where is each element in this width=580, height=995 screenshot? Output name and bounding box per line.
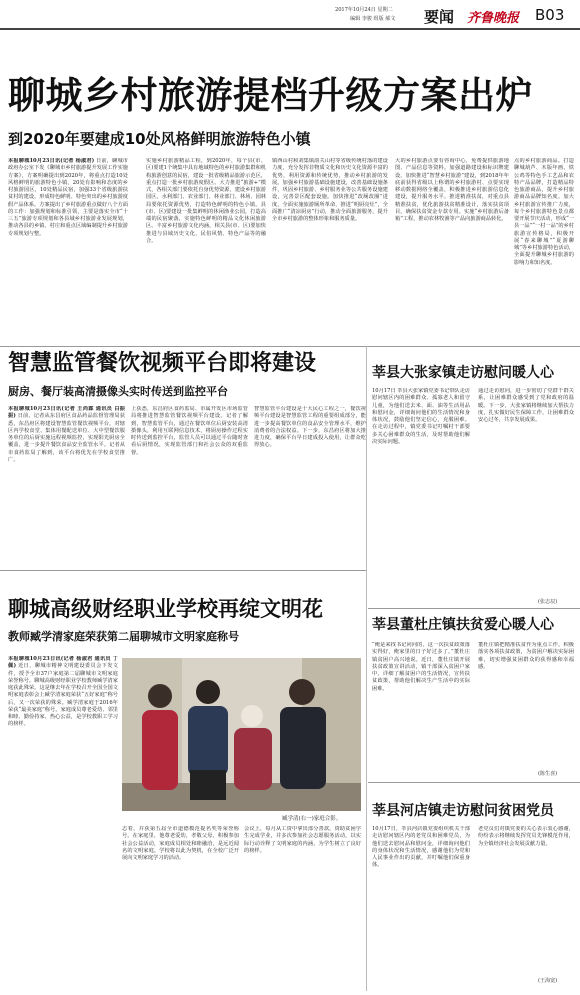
article3-col3: 会议上，每月从工资中拿出部分善款，资助贫困学生完成学业，并多次参加社会志愿服务活动，以实际行动诠释了文明家庭的内涵，为学生树立了良好的榜样。: [244, 826, 361, 854]
masthead-rule: [0, 28, 580, 30]
article1-subhead: 到2020年要建成10处风格鲜明旅游特色小镇: [8, 130, 311, 148]
right1-bottom-rule: [368, 608, 580, 609]
right1-col2: 通过走访慰问，进一步密切了党群干群关系，让困难群众感受到了党和政府的温暖。下一步，大张家镇将继续加大帮扶力度，扎实做好民生保障工作，让困难群众安心过冬，共享发展成果。: [478, 388, 574, 423]
article3-text-col1: 近日，聊城市精神文明建设委员会下发文件，授予全市37户家庭第二届聊城市文明家庭荣誉称号。聊城高级财经职业学校教师臧学清家庭获此殊荣。这是继去年在学校召开全国全国文明家庭表彰会上臧学清家庭荣获“五好家庭”称号后，又一次荣获的殊荣。臧学清家庭于2016年荣获“最美家庭”称号，家庭成员尊老爱幼、邻里和睦、勤俭持家、热心公益，是学校教职工学习的榜样。: [8, 663, 118, 728]
right3-col2: 老党员们对镇党委的关心表示衷心感谢，纷纷表示将继续发挥党员先锋模范作用，为全镇经济社会发展贡献力量。: [478, 826, 574, 847]
photo-caption: 臧学清(右一)家庭合影。: [282, 816, 342, 822]
article1-headline: 聊城乡村旅游提档升级方案出炉: [8, 74, 533, 117]
right2-credit: (陈生喜): [538, 771, 558, 777]
page-number: B03: [535, 6, 565, 24]
family-photo-graphic: [122, 658, 361, 811]
article2-bottom-rule: [0, 570, 366, 571]
article2-col1: [8, 406, 125, 563]
article1-bottom-rule: [0, 346, 580, 347]
article1-col1: [8, 158, 128, 341]
right2-headline: 莘县董杜庄镇扶贫爱心暖人心: [372, 617, 554, 633]
article3-col1: [8, 656, 118, 991]
article2-col2: 上获悉，东昌府区食药监局、市属开发区市场监管局将推进智慧监管餐饮视频平台建设。记者了解到，智慧监管平台，通过在餐饮单位后厨安装高清摄像头，利用互联网信息技术，将厨房操作过程实时传送到监控平台，监管人员可以通过平台随时查看后厨情况，实现监管部门和社会公众的双重监督。: [131, 406, 248, 456]
article2-byline: 本报聊城10月23日讯(记者 王尚霖 通讯员 白振振): [8, 406, 125, 420]
article3-col2: 志着，并获第五届全市道德模范提名奖等荣誉称号。在家庭里，他尊老爱幼，孝敬父母，积极参加社会公益活动，家庭成员相处和睦融洽，是远近闻名的文明家庭。学校将以此为契机，在全校广泛开展向文明家庭学习的活动。: [122, 826, 239, 861]
article3-headline: 聊城高级财经职业学校再绽文明花: [8, 597, 323, 621]
article1-col4: 大的乡村旅游点要有咨询中心，免费提供旅游地图、产品信息等资料。加强道路建设和标识牌建设，加快推进“智慧乡村旅游”建设，到2018年年底前获得省级以上称谓的乡村旅游村、点要实现移动数据网络全覆盖，积极推进乡村旅游信息化建设，提升服务水平。推进精准扶贫，对重点县精准扶贫，优化旅游扶贫精准设计，落实扶贫项目，确保扶贫资金专款专用。实施“乡村旅游后备箱”工程，推动农林牧渔等产品向旅游商品转化。: [395, 158, 509, 222]
article1-col2: 实施乡村旅游精品工程，到2020年，每个县(市、区)要建1个统集中具有地域特色的乡村旅游集群和机构旅游创意的民宿，建设一批省级精品旅游示范区，重点打造一批乡村旅游度假区。大力推进“旅游+”模式，各相关部门要依托自身优势资源，建设乡村旅游园区，水利部门、农业部门、林业部门、林场、园林局要依托资源优势，打造特色鲜明的特色小镇。县(市、区)要建设一批集鲜明的休闲渔业公园，打造高端的民宿聚落，实施特色鲜明的精品文化休闲旅游区。丰富乡村旅游文化内涵。相关县(市、区)要加快推进与县域历史文化、民俗风情、特色产品等的融合。: [146, 158, 266, 244]
article3-subhead: 教师臧学清家庭荣获第二届聊城市文明家庭称号: [8, 630, 239, 643]
right1-col1: 10月17日 莘县大张家镇党委书记带队走访慰问辖区内的困难群众、孤寡老人和留守儿童，为他们送去米、面、油等生活用品和慰问金，详细询问他们的生活情况和身体状况，鼓励他们坚定信心，克服困难。在走访过程中，镇党委书记叮嘱村干部要多关心困难群众的生活，及时帮助他们解决实际问题。: [372, 388, 470, 445]
right2-col2: 董杜庄镇把精准扶贫作为重点工作，积极落实各项扶贫政策，为贫困户解决实际困难，切实增强贫困群众的获得感和幸福感。: [478, 642, 574, 670]
right1-credit: (张志辰): [538, 599, 558, 605]
section-name: 要闻: [424, 8, 455, 26]
article2-col3: 智慧监管平台建设是十大民心工程之一，餐饮视频平台建设是智慧监管工程的重要组成部分，能进一步提高餐饮单位的食品安全管理水平，维护消费者的合法权益。下一步，东昌府区将加大推进力度，确保平台早日建成投入使用，让群众吃得放心。: [254, 406, 366, 449]
article1-text-col1: 日前，聊城市政府办公室下发《聊城市乡村旅游提升发展工作实施方案》，方案明确提出到2020年，将重点打造10处风格鲜明的旅游特色小镇，20处有影响和态度的乡村旅游园区，10处精品民宿，加强33个省级旅游扶贫村的建设，形成特色鲜明、特色突出的乡村旅游度假产品体系。方案提出了乡村旅游重点做好八个方面的工作：加强规划和标准引领，主要是落实全市“十三五”旅游专项规划和各县域乡村旅游业发展规划，推动各县的乡镇、村庄和重点区域编制提升乡村旅游专项规划与整。: [8, 158, 128, 237]
article1-col3: 镇西山村和刘集镇韵关山村等省级传统村落的建设力度，充分发挥非物质文化和历史文化资源丰富的优势，利用资源和传统优势，推动乡村旅游的发展。加强乡村旅游基础设施建设，改善基础设施条件，巩固乡村旅游、乡村服务业等公共服务设施建设，完善景区配套设施。加快推进“改厕改圈”进度，全面实施旅游厕所革命，推进“明厨亮灶”，全面推广“清凉厨房”行动，推动全面旅游服务，提升全市乡村旅游的整体形象和服务质量。: [272, 158, 388, 222]
right3-credit: (王海宽): [538, 978, 558, 984]
right3-headline: 莘县河店镇走访慰问贫困党员: [372, 803, 554, 819]
family-photo: [122, 658, 361, 811]
editor-credits: 编辑 李骏 组版 郝文: [350, 16, 396, 22]
right2-col1: “俺是来找书记问问的，这一次扶贫政策落实得好，俺家里的日子好过多了。”董杜庄镇贫困户高兴地说。近日，董杜庄镇开展扶贫政策宣讲活动，镇干部深入贫困户家中，详细了解贫困户的生活情况，宣传扶贫政策，帮助他们解决生产生活中的实际困难。: [372, 642, 470, 692]
article2-subhead: 厨房、餐厅装高清摄像头实时传送到监控平台: [8, 385, 228, 398]
article2-headline: 智慧监管餐饮视频平台即将建设: [8, 351, 317, 376]
right3-col1: 10月17日，莘县河店镇党委组织机关干部走访慰问辖区内的老党员和困难党员，为他们送去慰问品和慰问金，详细询问他们的身体状况和生活情况，感谢他们为党和人民事业作出的贡献，并叮嘱他们保重身体。: [372, 826, 470, 869]
article2-text-col1: 日前，记者从东昌府区食品药品监督管理局获悉，东昌府区将建设智慧监管餐饮视频平台，对辖区内学校食堂、集体用餐配送单位、大中型餐饮服务单位的后厨实施远程视频监控，实现阳光厨房全覆盖，进一步提升餐饮食品安全监管水平。记者从市食药监局了解到，该平台将优先在学校食堂推广。: [8, 413, 125, 463]
issue-date: 2017年10月24日 星期二: [335, 7, 393, 13]
newspaper-logo: 齐鲁晚报: [467, 11, 520, 26]
article3-byline: 本报聊城10月23日讯(记者 杨淑君 通讯员 丁佩): [8, 656, 118, 670]
right1-headline: 莘县大张家镇走访慰问暖人心: [372, 365, 554, 381]
article1-col5b: 点的乡村旅游商品。打造聊城葫芦、木版年画、铁公鸡等特色手工艺品和农特产品品牌，打造精品特色旅游商品，提升乡村旅游商品品牌知名度。加大乡村旅游宣传推广力度，每个乡村旅游特色景点都要开展节庆活动，形成“一县一品”“一村一品”的乡村旅游宣传格局，积极开展“春来聊城”“夏游聊城”等乡村旅游特色活动，全面提升聊城乡村旅游的影响力和知名度。: [514, 158, 574, 266]
article1-byline: 本报聊城10月23日讯(记者 杨淑君): [8, 158, 95, 164]
right2-bottom-rule: [368, 782, 580, 783]
main-right-divider: [366, 346, 367, 991]
